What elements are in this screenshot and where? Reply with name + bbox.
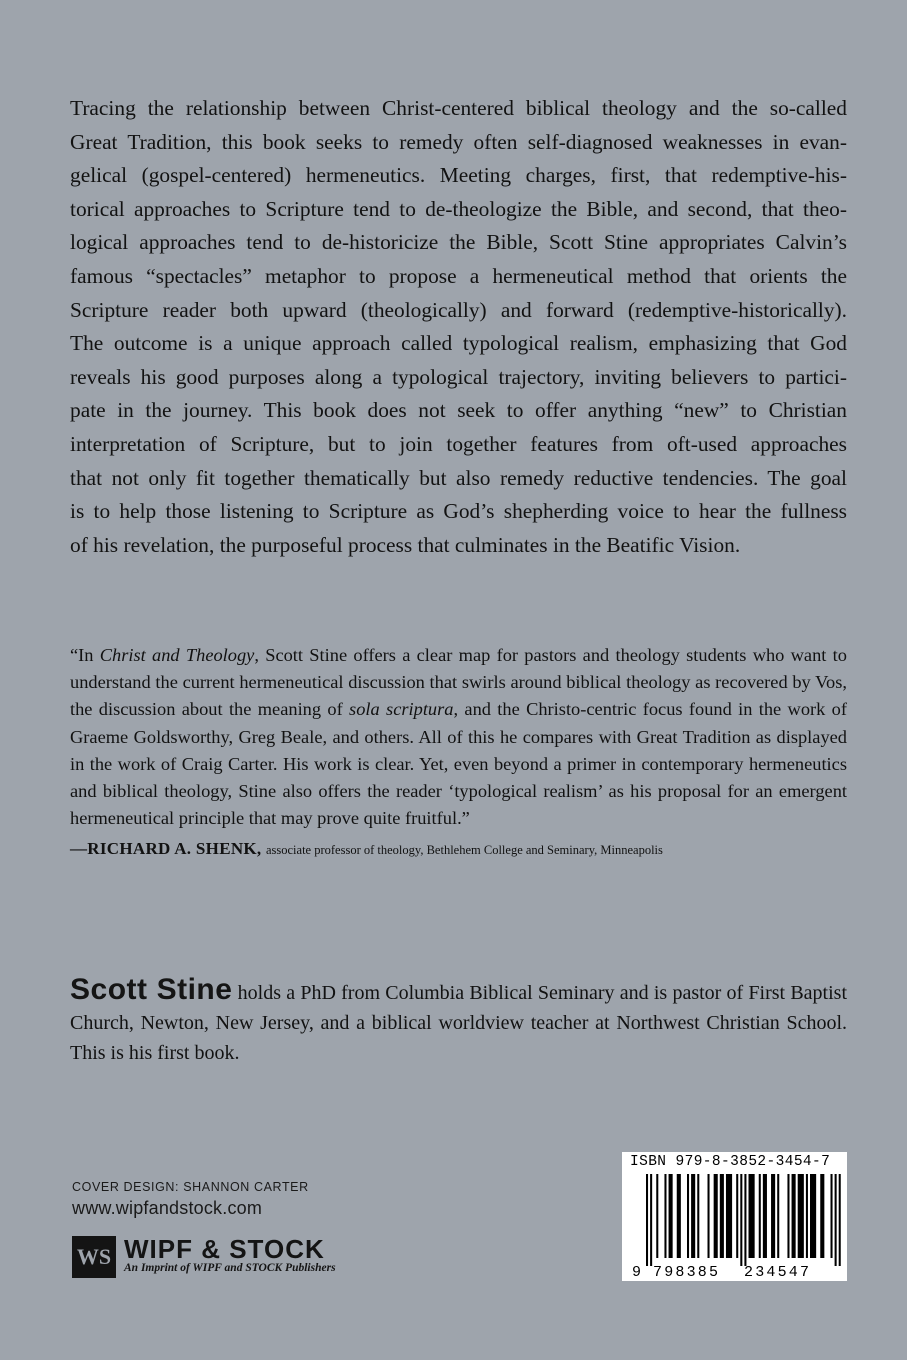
barcode-image [622,1152,847,1281]
quote-open: “In [70,645,100,665]
blurb-line: is to help those listening to Scripture as God’s shepherding voice to hear the fullness [70,499,847,524]
barcode-bar [759,1174,761,1258]
barcode-bar [708,1174,710,1258]
barcode-bar [740,1174,742,1266]
barcode-bar [687,1174,689,1258]
barcode-bar [726,1174,732,1258]
quote-term: sola scriptura [349,699,454,720]
author-bio [70,975,847,1068]
barcode-bar [839,1174,841,1266]
blurb-line: interpretation of Scripture, but to join together features from oft-used approaches [70,431,847,456]
endorser-role: associate professor of theology, Bethlehem College and Seminary, Minneapolis [265,843,663,858]
blurb-line: Scripture reader both upward (theologically) and forward (redemptive-historically). [70,297,847,322]
barcode-bar [646,1174,648,1266]
blurb-line: torical approaches to Scripture tend to de-theologize the Bible, and second, that theo- [70,196,847,221]
blurb-line: that not only fit together thematically but also remedy reductive tendencies. The goal [70,465,847,490]
barcode-bar [664,1174,666,1258]
barcode-bar [831,1174,833,1258]
blurb-line: pate in the journey. This book does not seek to offer anything “new” to Christian [70,398,847,423]
barcode-bar [835,1174,837,1266]
ws-logo-icon: WS [72,1236,116,1278]
barcode-bar [798,1174,804,1258]
barcode-bar [669,1174,673,1258]
publisher-logo [72,1236,392,1278]
barcode-bar [810,1174,816,1258]
blurb-line: famous “spectacles” metaphor to propose a hermeneutical method that orients the [70,263,847,288]
barcode-bar [744,1174,746,1266]
barcode-digit-left: 9 [632,1264,642,1281]
barcode-bar [714,1174,718,1258]
endorsement-quote [70,642,847,832]
barcode-bar [792,1174,796,1258]
publisher-name: WIPF & STOCK [124,1234,325,1264]
isbn-label: ISBN 979-8-3852-3454-7 [630,1154,831,1170]
endorser-name: —RICHARD A. SHENK, [70,839,262,859]
blurb-line: of his revelation, the purposeful process that culminates in the Beatific Vision. [70,532,741,557]
publisher-website: www.wipfandstock.com [72,1198,263,1218]
barcode-bar [787,1174,789,1258]
barcode-bar [650,1174,652,1266]
endorsement [70,642,847,864]
barcode-bar [656,1174,658,1258]
barcode-bar [691,1174,695,1258]
barcode-digits-group1: 798385 [653,1264,721,1281]
author-bio-text: holds a PhD from Columbia Biblical Seminary and is pastor of First Baptist Church, Newton, New Jersey, and a biblical worldview teacher at Northwest Christian School. This is his first book. [70,982,848,1064]
back-cover-blurb [70,92,847,562]
blurb-line: gelical (gospel-centered) hermeneutics. Meeting charges, first, that redemptive-his- [70,163,847,188]
blurb-line: reveals his good purposes along a typological trajectory, inviting believers to partici- [70,364,847,389]
blurb-line: Tracing the relationship between Christ-centered biblical theology and the so-called [70,96,847,120]
credits [72,1180,309,1219]
blurb-line: Great Tradition, this book seeks to remedy often self-diagnosed weaknesses in evan- [70,129,847,154]
endorsement-attribution [70,835,847,864]
blurb-line: logical approaches tend to de-historicize the Bible, Scott Stine appropriates Calvin’s [70,230,847,255]
cover-design-credit: COVER DESIGN: SHANNON CARTER [72,1180,309,1194]
book-title: Christ and Theology [99,645,255,665]
barcode-bar [763,1174,767,1258]
barcode-bar [806,1174,808,1258]
barcode-bar [771,1174,775,1258]
blurb-line: The outcome is a unique approach called typological realism, emphasizing that God [70,331,847,356]
barcode-bar [677,1174,681,1258]
barcode-digits-group2: 234547 [744,1264,812,1281]
quote-part2: , and the Christo-centric focus found in the work of Graeme Goldsworthy, Greg Beale, and others. All of this he compares with Great Tradition as displayed in the work of Craig Carter. His work is clear. Yet, even beyond a primer in contemporary hermeneutics and biblical theology, Stine also offers the reader ‘typological realism’ as his proposal for an emergent hermeneutical principle that may prove quite fruitful.” [70,699,847,829]
barcode-bar [820,1174,824,1258]
author-name: Scott Stine [70,973,233,1006]
quote-part1: , Scott Stine offers a clear map for pastors and theology students who want to understand the current hermeneutical discussion that swirls around biblical theology as recovered by Vos, the discussion about the meaning of [70,645,847,720]
barcode-bar [736,1174,738,1258]
barcode-bar [697,1174,699,1258]
barcode-bar [749,1174,755,1258]
publisher-imprint: An Imprint of WIPF and STOCK Publishers [124,1262,336,1274]
barcode-bar [720,1174,724,1258]
barcode-bar [777,1174,779,1258]
isbn-barcode [622,1152,847,1281]
